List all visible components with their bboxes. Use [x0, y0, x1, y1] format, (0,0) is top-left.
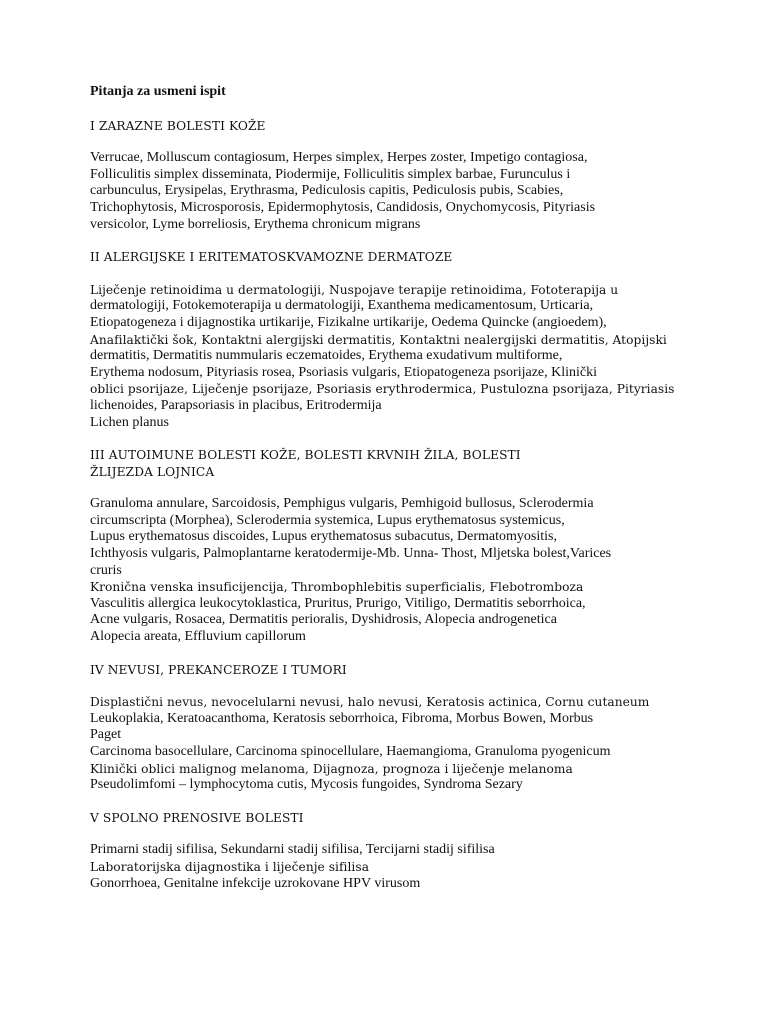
- text-line: Alopecia areata, Effluvium capillorum: [90, 629, 306, 645]
- section-body-3: [90, 496, 690, 645]
- text-line: dermatologiji, Fotokemoterapija u dermatologiji, Exanthema medicamentosum, Urticaria,: [90, 298, 594, 314]
- text-line: Kronična venska insuficijencija, Thrombophlebitis superficialis, Flebotromboza: [90, 580, 584, 595]
- section-heading-2: [90, 249, 690, 266]
- document-content: [90, 84, 690, 908]
- section-heading-line: IV NEVUSI, PREKANCEROZE I TUMORI: [90, 662, 347, 677]
- text-line: oblici psorijaze, Liječenje psorijaze, Psoriasis erythrodermica, Pustulozna psorijaza, Pityriasis: [90, 382, 675, 397]
- section-heading-line: I ZARAZNE BOLESTI KOŽE: [90, 118, 266, 133]
- document-title: Pitanja za usmeni ispit: [90, 84, 226, 99]
- text-line: Pseudolimfomi – lymphocytoma cutis, Mycosis fungoides, Syndroma Sezary: [90, 777, 523, 793]
- text-line: Lupus erythematosus discoides, Lupus erythematosus subacutus, Dermatomyositis,: [90, 529, 557, 545]
- text-line: Verrucae, Molluscum contagiosum, Herpes simplex, Herpes zoster, Impetigo contagiosa,: [90, 150, 588, 166]
- text-line: Trichophytosis, Microsporosis, Epidermophytosis, Candidosis, Onychomycosis, Pityriasis: [90, 199, 596, 215]
- text-line: Erythema nodosum, Pityriasis rosea, Psoriasis vulgaris, Etiopatogeneza psorijaze, Klinički: [90, 364, 598, 380]
- text-line: Carcinoma basocellulare, Carcinoma spinocellulare, Haemangioma, Granuloma pyogenicum: [90, 744, 611, 759]
- text-line: Lichen planus: [90, 414, 169, 430]
- text-line: Laboratorijska dijagnostika i liječenje sifilisa: [90, 859, 370, 874]
- section-heading-1: [90, 118, 690, 135]
- section-body-5: [90, 842, 690, 892]
- text-line: Vasculitis allergica leukocytoklastica, Pruritus, Prurigo, Vitiligo, Dermatitis seborrhoica,: [90, 595, 586, 611]
- section-heading-line: V SPOLNO PRENOSIVE BOLESTI: [90, 810, 304, 825]
- text-line: Displastični nevus, nevocelularni nevusi, halo nevusi, Keratosis actinica, Cornu cutaneum: [90, 695, 650, 710]
- section-body-2: [90, 282, 690, 431]
- text-line: Paget: [90, 727, 122, 743]
- text-line: Etiopatogeneza i dijagnostika urtikarije, Fizikalne urtikarije, Oedema Quincke (angioedem),: [90, 314, 607, 330]
- text-line: Leukoplakia, Keratoacanthoma, Keratosis seborrhoica, Fibroma, Morbus Bowen, Morbus: [90, 710, 594, 726]
- text-line: Granuloma annulare, Sarcoidosis, Pemphigus vulgaris, Pemhigoid bullosus, Sclerodermia: [90, 496, 594, 512]
- text-line: versicolor, Lyme borreliosis, Erythema chronicum migrans: [90, 216, 421, 232]
- text-line: Gonorrhoea, Genitalne infekcije uzrokovane HPV virusom: [90, 875, 421, 891]
- text-line: Folliculitis simplex disseminata, Piodermije, Folliculitis simplex barbae, Furunculus i: [90, 166, 571, 182]
- text-line: circumscripta (Morphea), Sclerodermia systemica, Lupus erythematosus systemicus,: [90, 512, 565, 528]
- section-heading-line: III AUTOIMUNE BOLESTI KOŽE, BOLESTI KRVNIH ŽILA, BOLESTI: [90, 448, 521, 463]
- text-line: Klinički oblici malignog melanoma, Dijagnoza, prognoza i liječenje melanoma: [90, 761, 573, 776]
- text-line: dermatitis, Dermatitis nummularis eczematoides, Erythema exudativum multiforme,: [90, 348, 563, 364]
- section-heading-4: [90, 662, 690, 679]
- text-line: Acne vulgaris, Rosacea, Dermatitis perioralis, Dyshidrosis, Alopecia androgenetica: [90, 612, 557, 628]
- section-body-4: [90, 694, 690, 794]
- section-heading-5: [90, 810, 690, 827]
- section-heading-3: [90, 447, 690, 480]
- text-line: lichenoides, Parapsoriasis in placibus, Eritrodermija: [90, 397, 382, 413]
- text-line: Anafilaktički šok, Kontaktni alergijski dermatitis, Kontaktni nealergijski dermatitis, Atopijski: [90, 332, 667, 347]
- text-line: cruris: [90, 562, 122, 578]
- text-line: Primarni stadij sifilisa, Sekundarni stadij sifilisa, Tercijarni stadij sifilisa: [90, 842, 495, 858]
- section-body-1: [90, 150, 690, 233]
- text-line: Liječenje retinoidima u dermatologiji, Nuspojave terapije retinoidima, Fototerapija u: [90, 282, 619, 297]
- text-line: carbunculus, Erysipelas, Erythrasma, Pediculosis capitis, Pediculosis pubis, Scabies,: [90, 183, 564, 199]
- text-line: Ichthyosis vulgaris, Palmoplantarne keratodermije-Mb. Unna- Thost, Mljetska bolest,Varices: [90, 546, 612, 562]
- section-heading-line: II ALERGIJSKE I ERITEMATOSKVAMOZNE DERMATOZE: [90, 250, 453, 265]
- section-heading-line: ŽLIJEZDA LOJNICA: [90, 464, 215, 479]
